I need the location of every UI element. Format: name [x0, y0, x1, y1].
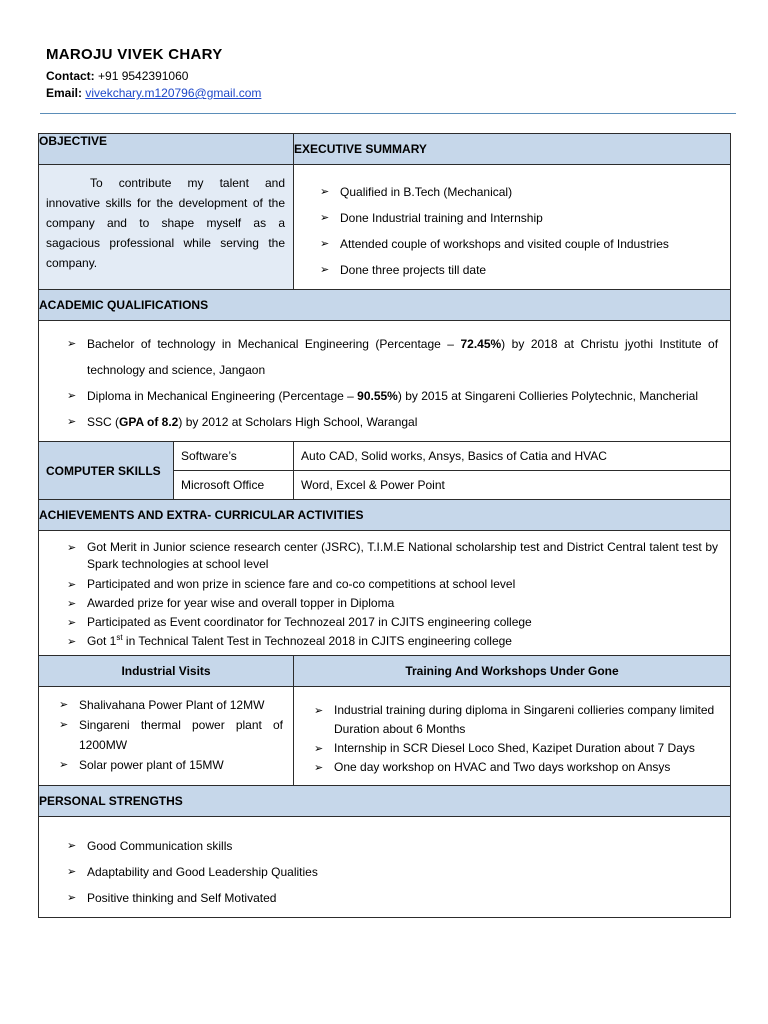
academic-list	[39, 321, 731, 442]
list-item: ➢ Internship in SCR Diesel Loco Shed, Kazipet Duration about 7 Days	[304, 739, 720, 758]
skills-value-office: Word, Excel & Power Point	[294, 471, 731, 500]
list-item: ➢ Participated as Event coordinator for Technozeal 2017 in CJITS engineering college	[57, 613, 718, 632]
email-link[interactable]: vivekchary.m120796@gmail.com	[85, 86, 262, 100]
skills-label-software: Software’s	[174, 442, 294, 471]
industrial-visits-title: Industrial Visits	[39, 656, 294, 687]
email-line	[46, 86, 736, 100]
list-item: ➢ Got 1st in Technical Talent Test in Technozeal 2018 in CJITS engineering college	[57, 632, 718, 651]
email-label: Email:	[46, 86, 83, 100]
objective-text	[39, 165, 294, 290]
list-item: ➢ Good Communication skills	[57, 833, 718, 859]
list-item: ➢ Adaptability and Good Leadership Qualities	[57, 859, 718, 885]
objective-paragraph: To contribute my talent and innovative skills for the development of the company and to shape myself as a sagacious professional while serving the company.	[46, 176, 286, 270]
candidate-name: MAROJU VIVEK CHARY	[46, 46, 223, 63]
contact-phone: +91 9542391060	[98, 69, 189, 83]
contact-line	[46, 69, 736, 83]
list-item: ➢ Done three projects till date	[310, 257, 722, 283]
list-item: ➢ Industrial training during diploma in Singareni collieries company limited Duration about 6 Months	[304, 701, 720, 739]
list-item: ➢ Got Merit in Junior science research center (JSRC), T.I.M.E National scholarship test and District Central talent test by Spark technologies at school level	[57, 539, 718, 573]
skills-value-software: Auto CAD, Solid works, Ansys, Basics of Catia and HVAC	[294, 442, 731, 471]
objective-title: OBJECTIVE	[39, 134, 294, 165]
achievements-title: ACHIEVEMENTS AND EXTRA- CURRICULAR ACTIVITIES	[39, 500, 731, 531]
achievements-list	[39, 531, 731, 656]
list-item: ➢ Qualified in B.Tech (Mechanical)	[310, 179, 722, 205]
list-item: ➢ Awarded prize for year wise and overall topper in Diploma	[57, 594, 718, 613]
computer-skills-title: COMPUTER SKILLS	[39, 442, 174, 500]
list-item: ➢ Attended couple of workshops and visited couple of Industries	[310, 231, 722, 257]
industrial-visits-list	[39, 687, 294, 786]
list-item: ➢ Positive thinking and Self Motivated	[57, 885, 718, 911]
list-item: ➢ Bachelor of technology in Mechanical Engineering (Percentage – 72.45%) by 2018 at Christu jyothi Institute of technology and science, Jangaon	[57, 331, 718, 383]
training-list	[294, 687, 731, 786]
list-item: ➢ Participated and won prize in science fare and co-co competitions at school level	[57, 575, 718, 594]
header-divider	[40, 113, 736, 114]
strengths-title: PERSONAL STRENGTHS	[39, 786, 731, 817]
resume-header	[46, 46, 736, 103]
list-item: ➢ Shalivahana Power Plant of 12MW	[49, 695, 283, 715]
skills-label-office: Microsoft Office	[174, 471, 294, 500]
list-item: ➢ Singareni thermal power plant of 1200MW	[49, 715, 283, 755]
list-item: ➢ Diploma in Mechanical Engineering (Percentage – 90.55%) by 2015 at Singareni Collieries Polytechnic, Mancherial	[57, 383, 718, 409]
list-item: ➢ One day workshop on HVAC and Two days workshop on Ansys	[304, 758, 720, 777]
training-title: Training And Workshops Under Gone	[294, 656, 731, 687]
executive-summary-title: EXECUTIVE SUMMARY	[294, 134, 731, 165]
academic-title: ACADEMIC QUALIFICATIONS	[39, 290, 731, 321]
strengths-list	[39, 817, 731, 918]
executive-summary-list	[294, 165, 731, 290]
contact-label: Contact:	[46, 69, 95, 83]
list-item: ➢ Done Industrial training and Internship	[310, 205, 722, 231]
list-item: ➢ Solar power plant of 15MW	[49, 755, 283, 775]
list-item: ➢ SSC (GPA of 8.2) by 2012 at Scholars High School, Warangal	[57, 409, 718, 435]
resume-table	[38, 133, 731, 918]
